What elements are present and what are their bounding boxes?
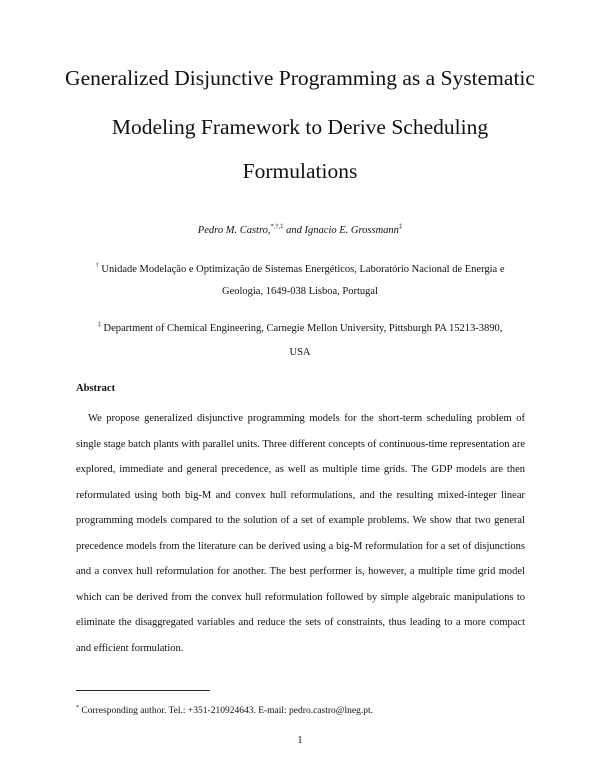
affiliation-2-line-2: USA (289, 347, 311, 358)
paper-title-line-1: Generalized Disjunctive Programming as a Systematic (65, 66, 535, 90)
affiliation-2-line-1 (0, 321, 600, 334)
author-grossmann: and Ignacio E. Grossmann (286, 225, 399, 236)
affiliation-2-text: Department of Chemical Engineering, Carnegie Mellon University, Pittsburgh PA 15213-3890, (103, 323, 503, 334)
abstract-body (76, 406, 525, 661)
abstract-heading: Abstract (76, 383, 116, 394)
affiliation-1-line-1 (0, 262, 600, 275)
author-grossmann-marks: ‡ (398, 223, 403, 230)
author-list (0, 223, 600, 236)
footnote-text: Corresponding author. Tel.: +351-210924643. E-mail: pedro.castro@lneg.pt. (81, 706, 373, 716)
footnote-divider (76, 690, 210, 691)
author-castro-marks: *,†,‡ (270, 223, 284, 230)
abstract-text: We propose generalized disjunctive programming models for the short-term scheduling problem of single stage batch plants with parallel units. Three different concepts of continuous-time representation are explored, immediate and general precedence, as well as multiple time grids. The GDP models are then reformulated using both big-M and convex hull reformulations, and the resulting mixed-integer linear programming models compared to the solution of a set of example problems. We show that two general precedence models from the literature can be derived using a big-M reformulation for a set of disjunctions and a convex hull reformulation for another. The best performer is, however, a multiple time grid model which can be derived from the convex hull reformulation followed by simple algebraic manipulations to eliminate the disaggregated variables and reduce the sets of constraints, thus leading to a more compact and efficient formulation. (76, 413, 525, 654)
author-castro: Pedro M. Castro, (197, 225, 271, 236)
affiliation-1-text: Unidade Modelação e Optimização de Sistemas Energéticos, Laboratório Nacional de Energia e (101, 264, 505, 275)
affiliation-1-line-2: Geologia, 1649-038 Lisboa, Portugal (221, 286, 379, 297)
footnote (76, 705, 373, 716)
paper-title-line-3: Formulations (242, 159, 358, 183)
page-number: 1 (297, 735, 303, 746)
affiliation-1-mark: † (95, 262, 99, 269)
affiliation-2-mark: ‡ (97, 321, 101, 328)
footnote-mark: * (76, 705, 79, 711)
paper-title-line-2: Modeling Framework to Derive Scheduling (111, 115, 489, 139)
